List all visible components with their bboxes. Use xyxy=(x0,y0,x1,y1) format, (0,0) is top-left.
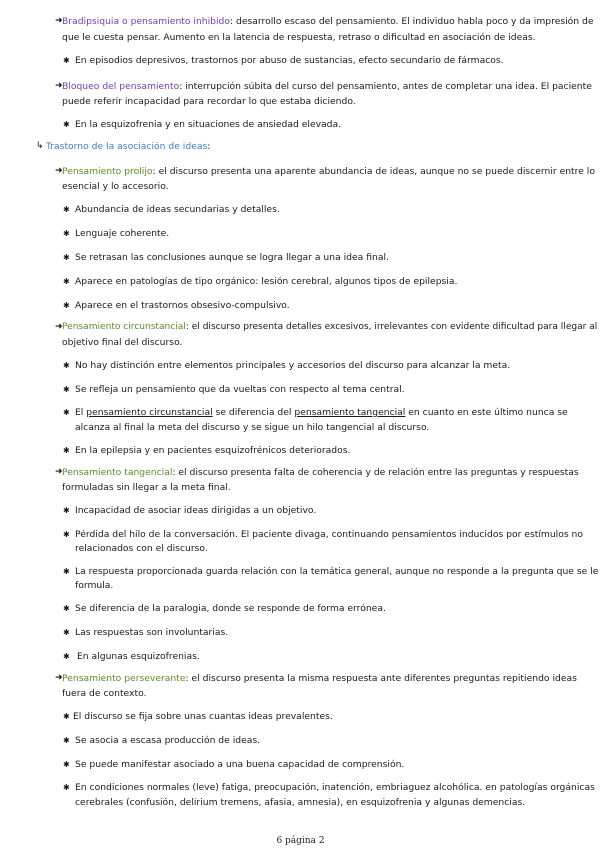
term-line xyxy=(62,79,592,94)
bullet-text: Abundancia de ideas secundarias y detalles. xyxy=(75,204,280,215)
arrow-icon: ➜ xyxy=(55,16,63,26)
bullet-text-cont: cerebrales (confusión, delirium tremens, afasia, amnesia), en esquizofrenia y algunas demencias. xyxy=(75,797,526,808)
arrow-icon: ➜ xyxy=(55,467,63,477)
bullet-icon: ✱ xyxy=(63,628,70,637)
bullet-icon: ✱ xyxy=(63,56,70,65)
bullet-icon: ✱ xyxy=(63,530,70,539)
term-desc: : el discurso presenta una aparente abundancia de ideas, aunque no se puede discernir entre lo xyxy=(152,166,595,177)
bullet-text: Aparece en el trastornos obsesivo-compulsivo. xyxy=(75,300,290,311)
underlined-term: pensamiento tangencial xyxy=(294,407,406,418)
bullet-text: Se refleja un pensamiento que da vueltas con respecto al tema central. xyxy=(75,384,405,395)
bullet-text-cont: formula. xyxy=(75,580,114,591)
term-tangencial: Pensamiento tangencial xyxy=(62,467,173,478)
bullet-icon: ✱ xyxy=(63,604,70,613)
term-desc: : el discurso presenta detalles excesivos, irrelevantes con evidente dificultad para llegar al xyxy=(185,322,598,332)
bullet-icon: ✱ xyxy=(63,361,70,370)
bullet-text-cont: alcanza al final la meta del discurso y se sigue un hilo tangencial al discurso. xyxy=(75,422,430,433)
bullet-text: No hay distinción entre elementos principales y accesorios del discurso para alcanzar la meta. xyxy=(75,360,511,371)
term-line xyxy=(62,14,594,29)
arrow-icon: ➜ xyxy=(55,81,63,91)
bullet-text: Se retrasan las conclusiones aunque se logra llegar a una idea final. xyxy=(75,252,389,263)
bullet-text: En condiciones normales (leve) fatiga, preocupación, inatención, embriaguez alcohólica. en patologías orgánicas xyxy=(75,782,595,793)
bullet-icon: ✱ xyxy=(63,120,70,129)
term-prolijo: Pensamiento prolijo xyxy=(62,166,153,177)
bullet-icon: ✱ xyxy=(63,712,70,721)
term-line xyxy=(62,164,595,179)
bullet-icon: ✱ xyxy=(63,783,70,792)
bullet-icon: ✱ xyxy=(63,408,70,417)
bullet-text: Incapacidad de asociar ideas dirigidas a un objetivo. xyxy=(75,505,317,516)
term-desc: : desarrollo escaso del pensamiento. El individuo habla poco y da impresión de xyxy=(230,16,594,27)
bullet-icon: ✱ xyxy=(63,385,70,394)
bullet-icon: ✱ xyxy=(63,506,70,515)
term-line xyxy=(62,320,597,335)
bullet-icon: ✱ xyxy=(63,567,70,576)
bullet-icon: ✱ xyxy=(63,736,70,745)
term-desc: : el discurso presenta falta de coherencia y de relación entre las preguntas y respuestas xyxy=(172,467,579,478)
term-bloqueo: Bloqueo del pensamiento xyxy=(62,81,180,92)
text-span: en cuanto en este último nunca se xyxy=(405,407,568,418)
bullet-icon: ✱ xyxy=(63,229,70,238)
bullet-text: Se puede manifestar asociado a una buena capacidad de comprensión. xyxy=(75,759,405,770)
bullet-icon: ✱ xyxy=(63,205,70,214)
term-line xyxy=(62,465,579,480)
term-desc-cont: que le cuesta pensar. Aumento en la latencia de respuesta, retraso o dificultad en asociación de ideas. xyxy=(62,32,536,43)
term-desc: : interrupción súbita del curso del pensamiento, antes de completar una idea. El paciente xyxy=(179,81,592,92)
bullet-text: Lenguaje coherente. xyxy=(75,228,170,239)
bullet-text: Se asocia a escasa producción de ideas. xyxy=(75,735,261,746)
term-bradipsiquia: Bradipsiquia o pensamiento inhibido xyxy=(62,16,230,27)
term-desc-cont: puede referir incapacidad para recordar lo que estaba diciendo. xyxy=(62,96,356,107)
term-line xyxy=(62,671,577,686)
bullet-icon: ✱ xyxy=(63,652,70,661)
term-perseverante: Pensamiento perseverante xyxy=(62,673,186,684)
arrow-icon: ➜ xyxy=(55,673,63,683)
bullet-text: La respuesta proporcionada guarda relación con la temática general, aunque no responde a la pregunta que se le xyxy=(75,566,599,577)
bullet-text: Las respuestas son involuntarias. xyxy=(75,627,229,638)
term-desc-cont: formuladas sin llegar a la meta final. xyxy=(62,482,231,493)
corner-arrow-icon: ↳ xyxy=(36,141,44,151)
bullet-text: Se diferencia de la paralogia, donde se responde de forma errónea. xyxy=(75,603,386,614)
term-desc-cont: objetivo final del discurso. xyxy=(62,337,183,348)
section-colon: : xyxy=(207,141,211,152)
bullet-text xyxy=(75,405,568,420)
term-desc-cont: fuera de contexto. xyxy=(62,688,147,699)
bullet-icon: ✱ xyxy=(63,446,70,455)
bullet-text: En la esquizofrenia y en situaciones de ansiedad elevada. xyxy=(75,119,342,130)
bullet-text: Pérdida del hilo de la conversación. El paciente divaga, continuando pensamientos inducidos por estímulos no xyxy=(75,529,583,540)
section-heading xyxy=(46,139,210,154)
underlined-term: pensamiento circunstancial xyxy=(86,407,213,418)
bullet-text: En la epilepsia y en pacientes esquizofrénicos deteriorados. xyxy=(75,445,351,456)
term-desc-cont: esencial y lo accesorio. xyxy=(62,181,169,192)
page-footer: 6 página 2 xyxy=(276,836,325,846)
arrow-icon: ➜ xyxy=(55,322,63,332)
text-span: El xyxy=(75,407,87,418)
section-title: Trastorno de la asociación de ideas xyxy=(46,141,208,152)
bullet-icon: ✱ xyxy=(63,253,70,262)
bullet-icon: ✱ xyxy=(63,760,70,769)
term-circunstancial: Pensamiento circunstancial xyxy=(62,322,186,332)
bullet-text: Aparece en patologías de tipo orgánico: lesión cerebral, algunos tipos de epilepsia. xyxy=(75,276,458,287)
bullet-icon: ✱ xyxy=(63,277,70,286)
bullet-text: En episodios depresivos, trastornos por abuso de sustancias, efecto secundario de fármacos. xyxy=(75,55,504,66)
bullet-icon: ✱ xyxy=(63,301,70,310)
term-desc: : el discurso presenta la misma respuesta ante diferentes preguntas repitiendo ideas xyxy=(185,673,577,684)
bullet-text-cont: relacionados con el discurso. xyxy=(75,543,208,554)
text-span: se diferencia del xyxy=(212,407,295,418)
bullet-text: En algunas esquizofrenias. xyxy=(77,651,200,662)
arrow-icon: ➜ xyxy=(55,166,63,176)
bullet-text: El discurso se fija sobre unas cuantas ideas prevalentes. xyxy=(73,711,333,722)
